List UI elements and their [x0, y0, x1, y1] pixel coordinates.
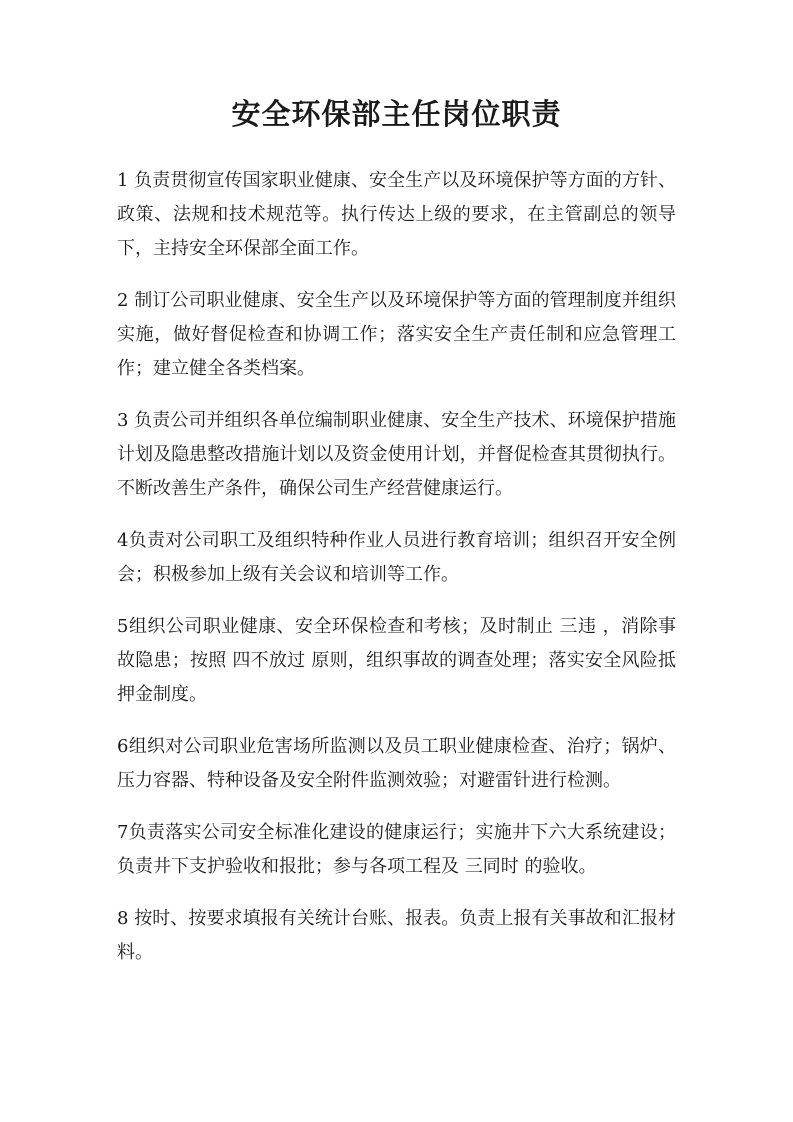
duty-text: 负责落实公司安全标准化建设的健康运行；实施井下六大系统建设；负责井下支护验收和报批；参与各项工程及 三同时 的验收。	[117, 822, 676, 877]
duty-text: 制订公司职业健康、安全生产以及环境保护等方面的管理制度并组织实施，做好督促检查和协调工作；落实安全生产责任制和应急管理工作；建立健全各类档案。	[117, 290, 676, 379]
duty-number: 7	[117, 822, 129, 843]
duty-item-6	[117, 730, 676, 798]
duty-number: 6	[117, 736, 129, 757]
duty-number: 2	[117, 290, 135, 311]
duty-number: 1	[117, 170, 135, 191]
duty-item-5	[117, 610, 676, 712]
duty-text: 负责公司并组织各单位编制职业健康、安全生产技术、环境保护措施计划及隐患整改措施计划以及资金使用计划，并督促检查其贯彻执行。不断改善生产条件，确保公司生产经营健康运行。	[117, 410, 676, 499]
duty-text: 负责对公司职工及组织特种作业人员进行教育培训；组织召开安全例会；积极参加上级有关会议和培训等工作。	[117, 530, 676, 585]
duty-number: 3	[117, 410, 135, 431]
duty-text: 组织公司职业健康、安全环保检查和考核；及时制止 三违 ，消除事故隐患；按照 四不放过 原则，组织事故的调查处理；落实安全风险抵押金制度。	[117, 616, 676, 705]
duty-list	[117, 164, 676, 970]
page-title: 安全环保部主任岗位职责	[231, 97, 562, 131]
duty-text: 按时、按要求填报有关统计台账、报表。负责上报有关事故和汇报材料。	[117, 908, 676, 963]
duty-item-8	[117, 902, 676, 970]
duty-number: 8	[117, 908, 135, 929]
duty-item-7	[117, 816, 676, 884]
duty-text: 组织对公司职业危害场所监测以及员工职业健康检查、治疗；锅炉、压力容器、特种设备及安全附件监测效验；对避雷针进行检测。	[117, 736, 676, 791]
duty-text: 负责贯彻宣传国家职业健康、安全生产以及环境保护等方面的方针、政策、法规和技术规范等。执行传达上级的要求，在主管副总的领导下，主持安全环保部全面工作。	[117, 170, 676, 259]
duty-item-3	[117, 404, 676, 506]
duty-item-2	[117, 284, 676, 386]
duty-number: 5	[117, 616, 129, 637]
duty-item-1	[117, 164, 676, 266]
duty-number: 4	[117, 530, 129, 551]
duty-item-4	[117, 524, 676, 592]
